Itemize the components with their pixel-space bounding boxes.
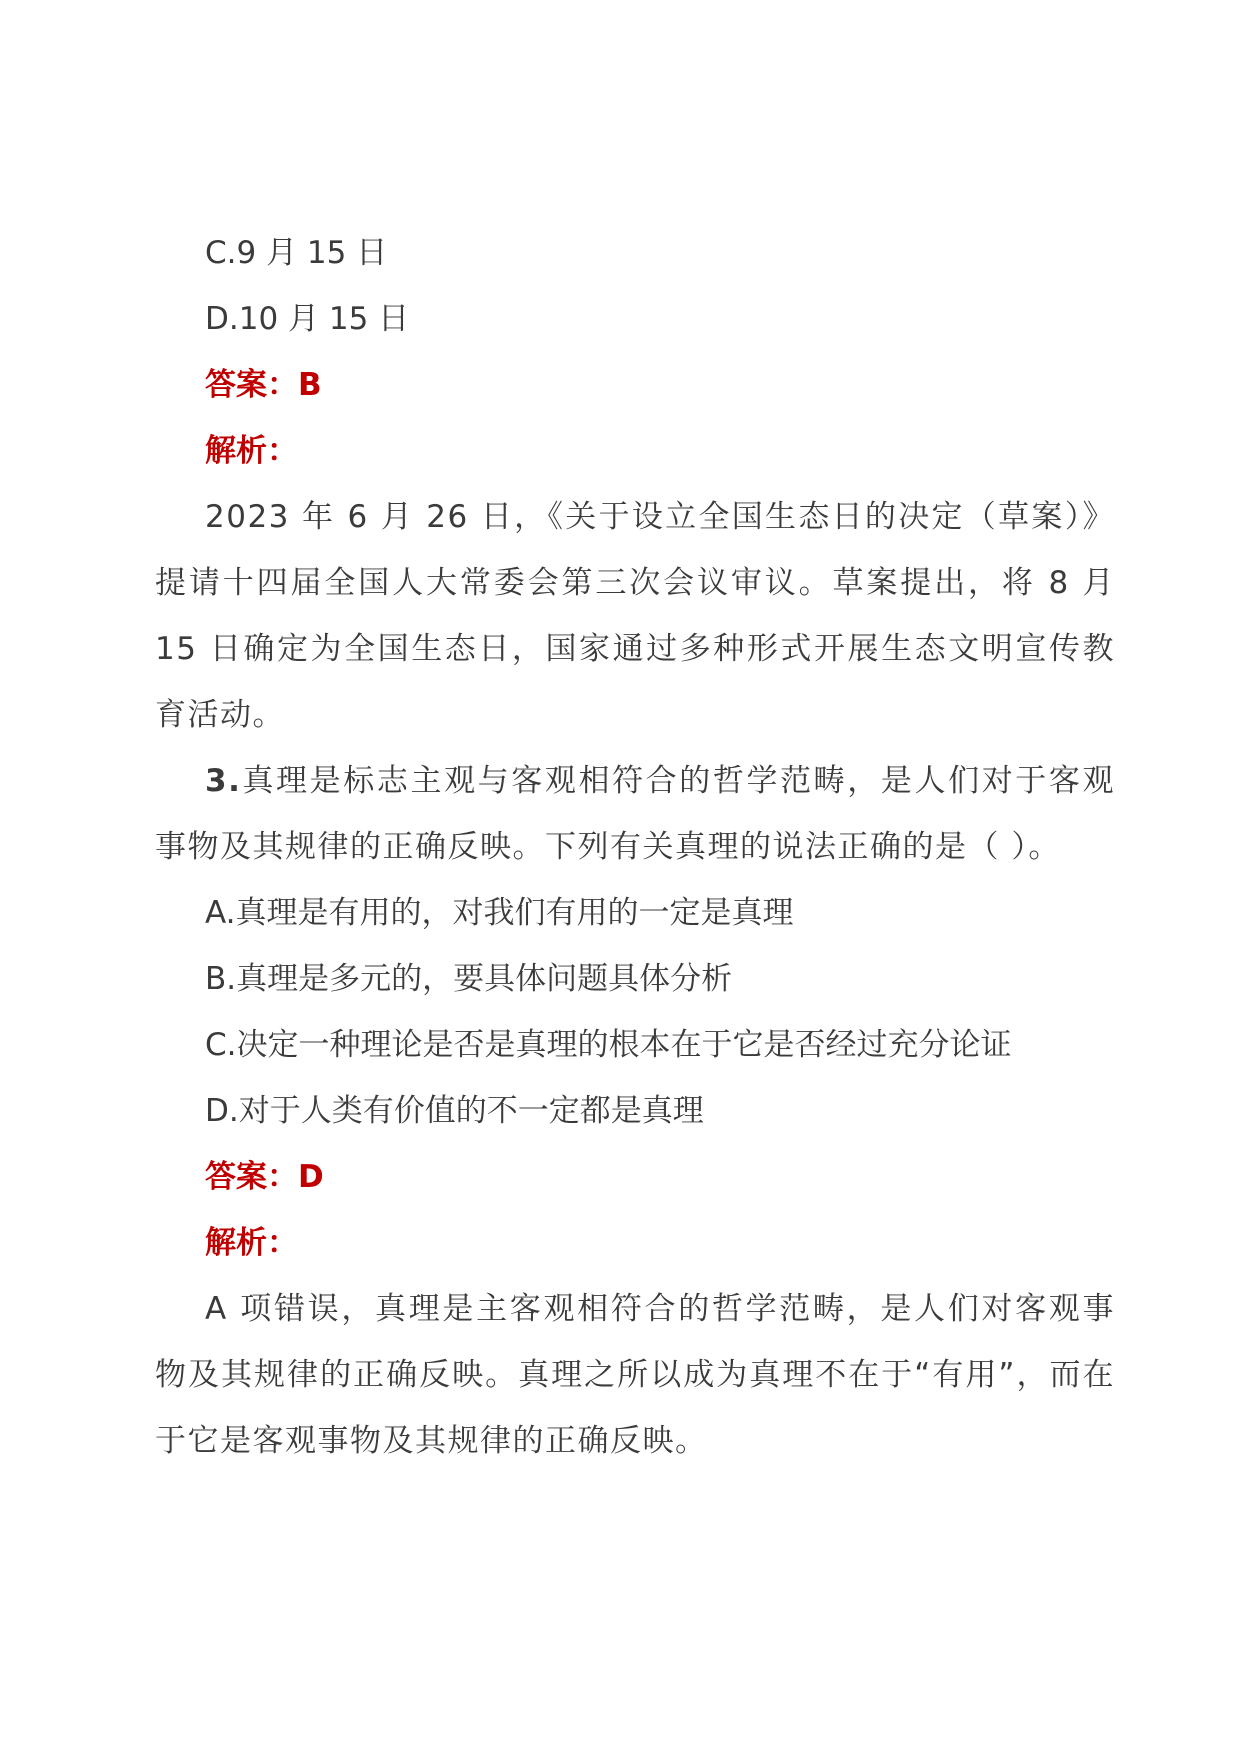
q2-option-c: C.9 月 15 日 [205, 235, 388, 271]
q3-analysis-text: A 项错误，真理是主客观相符合的哲学范畴，是人们对客观事物及其规律的正确反映。真理之所以成为真理不在于“有用”，而在于它是客观事物及其规律的正确反映。 [155, 1291, 1115, 1459]
document-page [155, 220, 1115, 1474]
q3-stem: 真理是标志主观与客观相符合的哲学范畴，是人们对于客观事物及其规律的正确反映。下列有关真理的说法正确的是（ ）。 [155, 763, 1115, 865]
q3-question [155, 748, 1115, 880]
q2-answer: 答案：B [205, 367, 322, 403]
q3-number: 3. [205, 763, 242, 799]
q2-analysis-label: 解析： [205, 433, 298, 469]
q2-option-d: D.10 月 15 日 [205, 301, 410, 337]
q3-option-c: C.决定一种理论是否是真理的根本在于它是否经过充分论证 [205, 1027, 1012, 1063]
q2-analysis-text: 2023 年 6 月 26 日，《关于设立全国生态日的决定（草案）》提请十四届全国人大常委会第三次会议审议。草案提出，将 8 月 15 日确定为全国生态日，国家通过多种形式开展生态文明宣传教育活动。 [155, 499, 1115, 733]
q3-option-b: B.真理是多元的，要具体问题具体分析 [205, 961, 733, 997]
q3-answer: 答案：D [205, 1159, 324, 1195]
q3-analysis-label: 解析： [205, 1225, 298, 1261]
q3-option-a: A.真理是有用的，对我们有用的一定是真理 [205, 895, 794, 931]
q3-option-d: D.对于人类有价值的不一定都是真理 [205, 1093, 704, 1129]
